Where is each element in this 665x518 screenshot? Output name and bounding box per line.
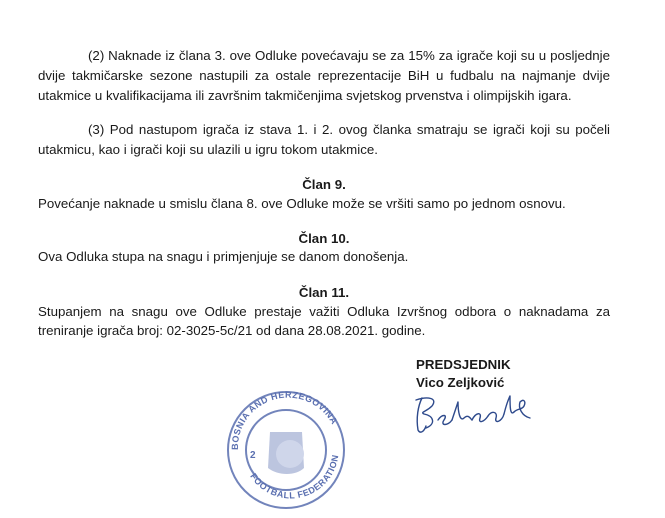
paragraph-2-line-2: dvije takmičarske sezone nastupili za ostale reprezentacije BiH u fudbalu na najmanje dvije	[38, 68, 610, 83]
stamp-text-bottom: FOOTBALL FEDERATION	[248, 453, 341, 501]
article-10-text: Ova Odluka stupa na snagu i primjenjuje se danom donošenja.	[38, 249, 409, 264]
paragraph-2-line-3: utakmice u kvalifikacijama ili završnim takmičenjima svjetskog prvenstva i olimpijskih igara.	[38, 88, 572, 103]
paragraph-2-line-1: (2) Naknade iz člana 3. ove Odluke povećavaju se za 15% za igrače koji su u posljednje	[88, 48, 610, 63]
signatory-role: PREDSJEDNIK	[416, 357, 511, 372]
federation-stamp	[220, 372, 350, 512]
article-10-title: Član 10.	[298, 231, 350, 246]
article-11-line-1: Stupanjem na snagu ove Odluke prestaje važiti Odluka Izvršnog odbora o naknadama za	[38, 304, 610, 319]
article-9-title: Član 9.	[302, 177, 346, 192]
handwritten-signature	[408, 388, 538, 436]
article-9-text: Povećanje naknade u smislu člana 8. ove Odluke može se vršiti samo po jednom osnovu.	[38, 196, 566, 211]
paragraph-3-line-2: utakmicu, kao i igrači koji su ulazili u igru tokom utakmice.	[38, 142, 378, 157]
paragraph-3-line-1: (3) Pod nastupom igrača iz stava 1. i 2. ovog članka smatraju se igrači koji su počeli	[88, 122, 610, 137]
stamp-text-top: BOSNIA AND HERZEGOVINA	[229, 389, 340, 451]
article-11-title: Član 11.	[298, 285, 350, 300]
stamp-number: 2	[250, 450, 256, 461]
article-11-line-2: treniranje igrača broj: 02-3025-5c/21 od dana 28.08.2021. godine.	[38, 323, 426, 338]
signatory-name: Vico Zeljković	[416, 375, 505, 390]
